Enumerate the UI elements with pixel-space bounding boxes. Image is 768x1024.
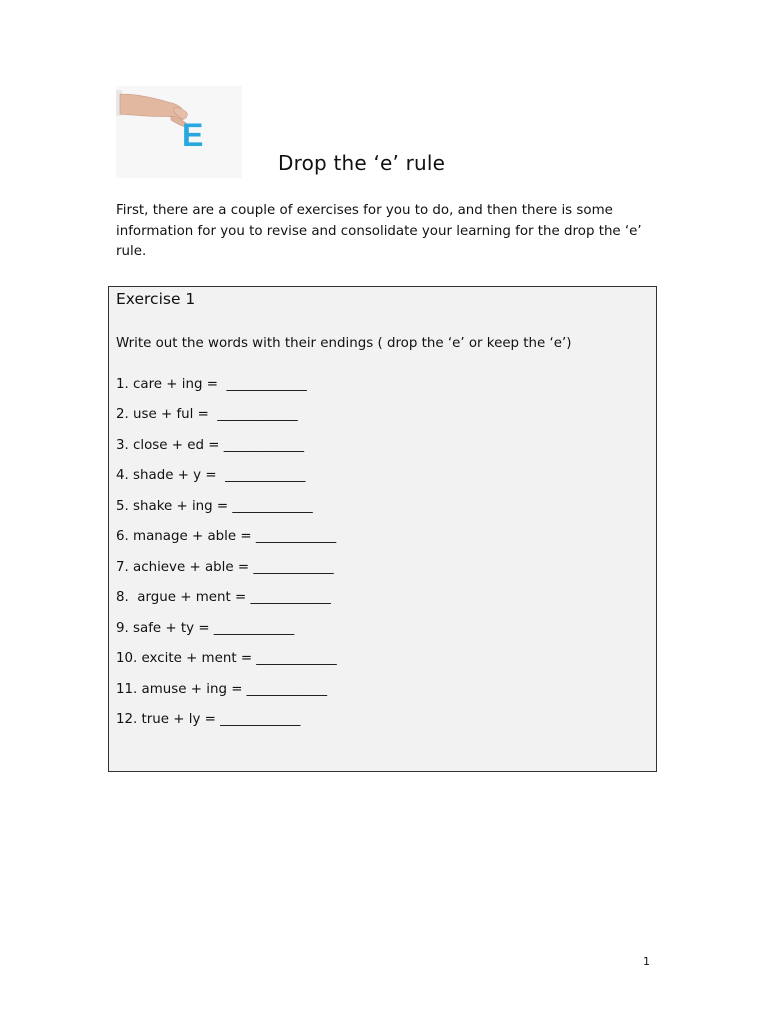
exercise-item: 9. safe + ty = ____________ — [116, 621, 295, 636]
hand-holding-letter-e-icon — [116, 86, 242, 178]
exercise-item: 8. argue + ment = ____________ — [116, 590, 331, 605]
page-number: 1 — [643, 955, 650, 968]
exercise-item: 6. manage + able = ____________ — [116, 529, 337, 544]
exercise-item: 1. care + ing = ____________ — [116, 377, 307, 392]
exercise-box — [108, 286, 657, 772]
exercise-heading: Exercise 1 — [116, 290, 196, 308]
exercise-item: 4. shade + y = ____________ — [116, 468, 306, 483]
letter-e: E — [182, 117, 204, 153]
exercise-item: 12. true + ly = ____________ — [116, 712, 301, 727]
exercise-item: 10. excite + ment = ____________ — [116, 651, 337, 666]
page-title: Drop the ‘e’ rule — [278, 151, 446, 175]
exercise-item: 11. amuse + ing = ____________ — [116, 682, 328, 697]
exercise-item: 3. close + ed = ____________ — [116, 438, 305, 453]
exercise-instruction: Write out the words with their endings ( drop the ‘e’ or keep the ‘e’) — [116, 336, 572, 351]
exercise-item: 5. shake + ing = ____________ — [116, 499, 313, 514]
exercise-item: 7. achieve + able = ____________ — [116, 560, 334, 575]
exercise-item: 2. use + ful = ____________ — [116, 407, 298, 422]
intro-paragraph: First, there are a couple of exercises for you to do, and then there is some information for you to revise and consolidate your learning for the drop the ‘e’ rule. — [116, 203, 642, 260]
